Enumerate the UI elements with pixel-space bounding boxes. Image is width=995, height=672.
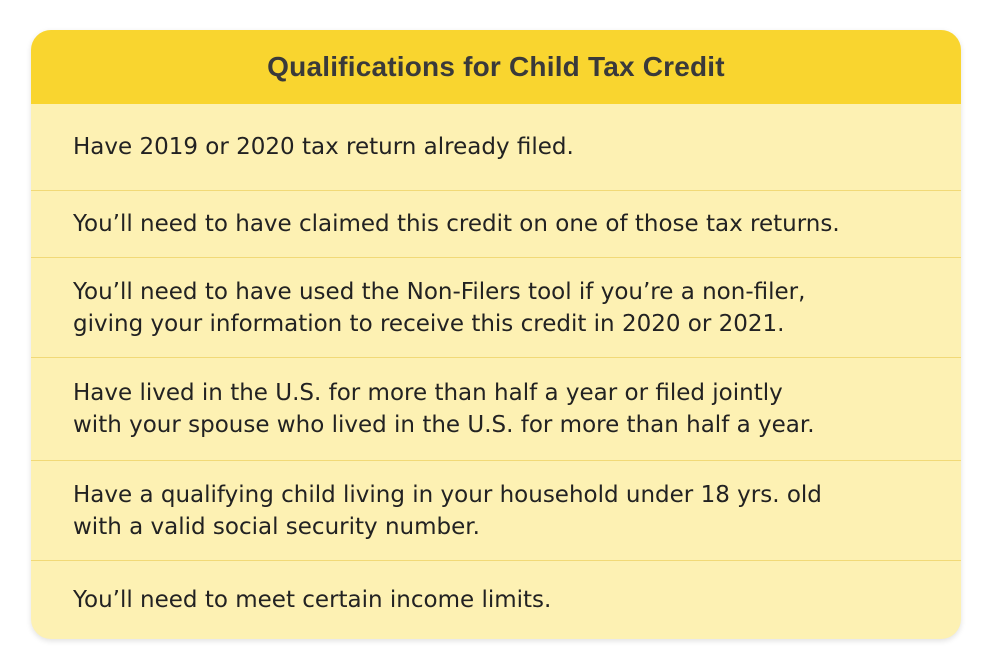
list-item-text: Have 2019 or 2020 tax return already filed. [73,134,574,160]
list-item [31,357,961,460]
list-item-text: Have a qualifying child living in your household under 18 yrs. old with a valid social security number. [73,481,822,540]
list-item [31,257,961,357]
list-item [31,104,961,190]
list-item-text: Have lived in the U.S. for more than half a year or filed jointly with your spouse who lived in the U.S. for more than half a year. [73,380,815,438]
list-item-text: You’ll need to meet certain income limits. [73,587,552,613]
qualifications-card [31,30,961,639]
list-item-text: You’ll need to have claimed this credit on one of those tax returns. [73,211,840,237]
list-item-text: You’ll need to have used the Non-Filers tool if you’re a non-filer, giving your information to receive this credit in 2020 or 2021. [73,278,806,337]
card-title: Qualifications for Child Tax Credit [31,30,961,104]
list-item [31,460,961,560]
list-item [31,560,961,639]
list-item [31,190,961,257]
